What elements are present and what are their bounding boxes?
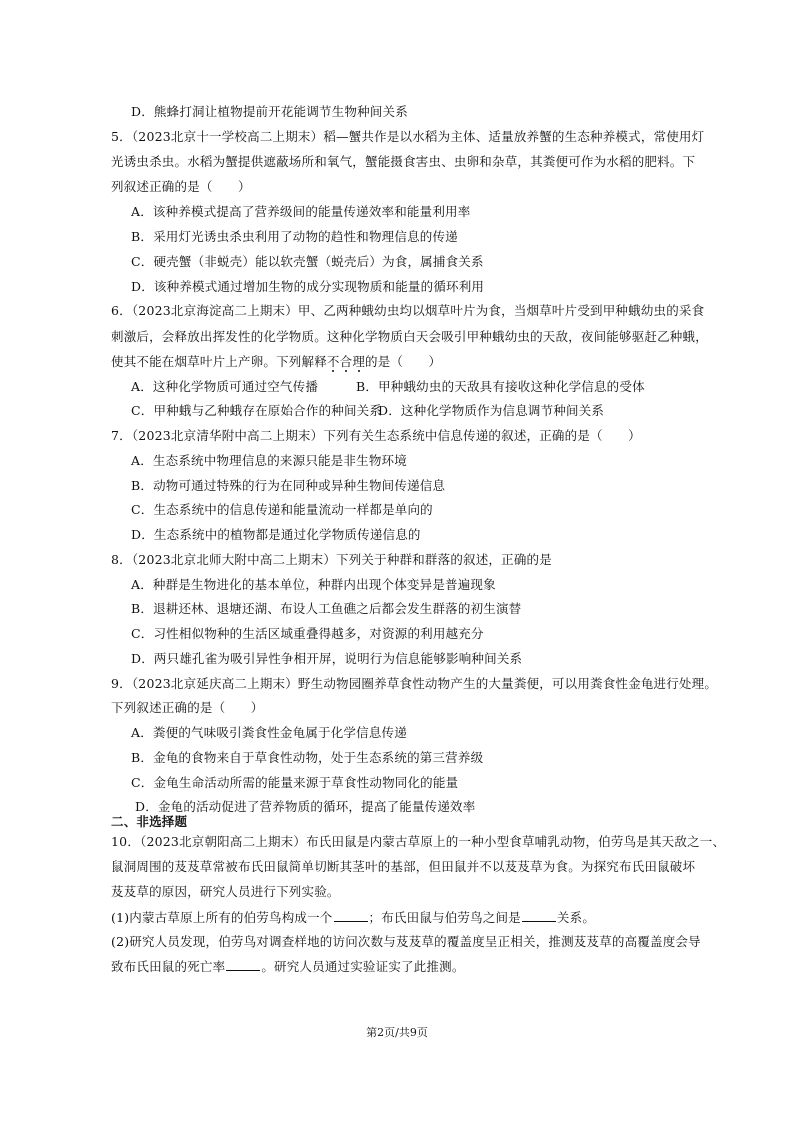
answer-blank-3[interactable]	[226, 958, 260, 971]
q10-part-2-text-a: 致布氏田鼠的死亡率	[111, 959, 226, 974]
q6-stem-line-2: 刺激后，会释放出挥发性的化学物质。这种化学物质白天会吸引甲种蛾幼虫的天敌，夜间能够驱赶乙种蛾，	[111, 329, 708, 344]
q9-option-d: D．金龟的活动促进了营养物质的循环，提高了能量传递效率	[135, 799, 476, 814]
q6-option-b: B．甲种蛾幼虫的天敌具有接收这种化学信息的受体	[356, 379, 645, 394]
q6-option-d: D．这种化学物质作为信息调节种间关系	[378, 403, 605, 418]
q10-number: 10	[111, 834, 128, 849]
q10-stem-line-3: 芨芨草的原因，研究人员进行下列实验。	[111, 884, 340, 899]
q9-source: （2023北京延庆高二上期末）	[131, 676, 298, 691]
q6-stem-text-1: 甲、乙两种蛾幼虫均以烟草叶片为食，当烟草叶片受到甲种蛾幼虫的采食	[297, 303, 705, 318]
q8-option-a: A．种群是生物进化的基本单位，种群内出现个体变异是普遍现象	[131, 577, 496, 592]
q6-option-a: A．这种化学物质可通过空气传播	[131, 379, 319, 394]
q10-part-1-text-a: (1)内蒙古草原上所有的伯劳鸟构成一个	[111, 910, 333, 925]
q5-number: 5	[111, 129, 120, 144]
q5-option-b: B．采用灯光诱虫杀虫利用了动物的趋性和物理信息的传递	[131, 229, 458, 244]
q8-stem-text: 下列关于种群和群落的叙述，正确的是	[336, 552, 552, 567]
emphasis-char: 不	[326, 354, 340, 369]
q9-number: 9	[111, 676, 120, 691]
q6-stem-text-3b: 的是（ ）	[365, 354, 442, 369]
q7-option-b: B．动物可通过特殊的行为在同种或异种生物间传递信息	[131, 478, 446, 493]
q5-option-a: A．该种养模式提高了营养级间的能量传递效率和能量利用率	[131, 204, 471, 219]
answer-blank-1[interactable]	[334, 909, 368, 922]
q9-option-a: A．粪便的气味吸引粪食性金龟属于化学信息传递	[131, 725, 407, 740]
q6-number: 6	[111, 303, 120, 318]
q5-source: （2023北京十一学校高二上期末）	[131, 129, 324, 144]
q6-stem-line-1: 6．（2023北京海淀高二上期末）甲、乙两种蛾幼虫均以烟草叶片为食，当烟草叶片受到甲种蛾幼虫的采食	[111, 303, 705, 318]
q9-stem-line-1: 9．（2023北京延庆高二上期末）野生动物园圈养草食性动物产生的大量粪便，可以用粪食性金龟进行处理。	[111, 676, 718, 691]
q8-option-c: C．习性相似物种的生活区域重叠得越多，对资源的利用越充分	[131, 626, 484, 641]
q9-stem-text-1: 野生动物园圈养草食性动物产生的大量粪便，可以用粪食性金龟进行处理。	[297, 676, 718, 691]
q9-stem-line-2: 下列叙述正确的是（ ）	[111, 700, 264, 715]
q10-source: （2023北京朝阳高二上期末）	[140, 834, 307, 849]
q10-stem-text-1: 布氏田鼠是内蒙古草原上的一种小型食草哺乳动物，伯劳鸟是其天敌之一、	[306, 834, 726, 849]
q7-stem-text: 下列有关生态系统中信息传递的叙述，正确的是（ ）	[323, 428, 641, 443]
emphasis-char: 合	[339, 354, 353, 369]
q7-source: （2023北京清华附中高二上期末）	[131, 428, 324, 443]
q6-emphasis	[327, 354, 365, 369]
page-footer: 第2页/共9页	[366, 1026, 428, 1039]
q8-option-b: B．退耕还林、退塘还湖、布设人工鱼礁之后都会发生群落的初生演替	[131, 601, 522, 616]
answer-blank-2[interactable]	[522, 909, 556, 922]
q6-source: （2023北京海淀高二上期末）	[131, 303, 298, 318]
q5-stem-line-1: 5．（2023北京十一学校高二上期末）稻—蟹共作是以水稻为主体、适量放养蟹的生态种养模式，常使用灯	[111, 129, 705, 144]
q7-option-a: A．生态系统中物理信息的来源只能是非生物环境	[131, 453, 407, 468]
q7-option-c: C．生态系统中的信息传递和能量流动一样都是单向的	[131, 502, 433, 517]
q6-stem-line-3	[111, 354, 441, 370]
q9-option-c: C．金龟生命活动所需的能量来源于草食性动物同化的能量	[131, 775, 459, 790]
q10-part-1-text-b: ；布氏田鼠与伯劳鸟之间是	[368, 910, 521, 925]
q10-part-2-text-b: 。研究人员通过实验证实了此推测。	[261, 959, 465, 974]
section-heading: 二、非选择题	[111, 814, 188, 829]
q10-part-2-line-1: (2)研究人员发现，伯劳鸟对调查样地的访问次数与芨芨草的覆盖度呈正相关，推测芨芨草的高覆盖度会导	[111, 934, 701, 949]
q10-part-2-line-2	[111, 958, 465, 975]
q5-stem-text-1: 稻—蟹共作是以水稻为主体、适量放养蟹的生态种养模式，常使用灯	[323, 129, 705, 144]
q10-stem-line-2: 鼠洞周围的芨芨草常被布氏田鼠简单切断其茎叶的基部，但田鼠并不以芨芨草为食。为探究布氏田鼠破坏	[111, 859, 696, 874]
q8-number: 8	[111, 552, 120, 567]
q6-option-c: C．甲种蛾与乙种蛾存在原始合作的种间关系	[131, 403, 383, 418]
q8-stem-line: 8．（2023北京北师大附中高二上期末）下列关于种群和群落的叙述，正确的是	[111, 552, 552, 567]
q7-number: 7	[111, 428, 120, 443]
q5-option-c: C．硬壳蟹（非蜕壳）能以软壳蟹（蜕壳后）为食，属捕食关系	[131, 254, 484, 269]
q10-part-1	[111, 909, 595, 926]
q5-stem-line-2: 光诱虫杀虫。水稻为蟹提供遮蔽场所和氧气，蟹能摄食害虫、虫卵和杂草，其粪便可作为水稻的肥料。下	[111, 154, 696, 169]
q8-option-d: D．两只雄孔雀为吸引异性争相开屏，说明行为信息能够影响种间关系	[131, 651, 523, 666]
q7-option-d: D．生态系统中的植物都是通过化学物质传递信息的	[131, 527, 421, 542]
q10-part-1-text-c: 关系。	[556, 910, 596, 925]
q9-option-b: B．金龟的食物来自于草食性动物，处于生态系统的第三营养级	[131, 750, 484, 765]
q8-source: （2023北京北师大附中高二上期末）	[131, 552, 337, 567]
q10-stem-line-1: 10．（2023北京朝阳高二上期末）布氏田鼠是内蒙古草原上的一种小型食草哺乳动物，伯劳鸟是其天敌之一、	[111, 834, 726, 849]
q5-option-d: D．该种养模式通过增加生物的成分实现物质和能量的循环利用	[131, 279, 485, 294]
emphasis-char: 理	[352, 354, 366, 369]
q4-option-d: D．熊蜂打洞让植物提前开花能调节生物种间关系	[131, 104, 408, 119]
q7-stem-line: 7．（2023北京清华附中高二上期末）下列有关生态系统中信息传递的叙述，正确的是（ ）	[111, 428, 641, 443]
q6-stem-text-3a: 使其不能在烟草叶片上产卵。下列解释	[111, 354, 327, 369]
q5-stem-line-3: 列叙述正确的是（ ）	[111, 179, 251, 194]
